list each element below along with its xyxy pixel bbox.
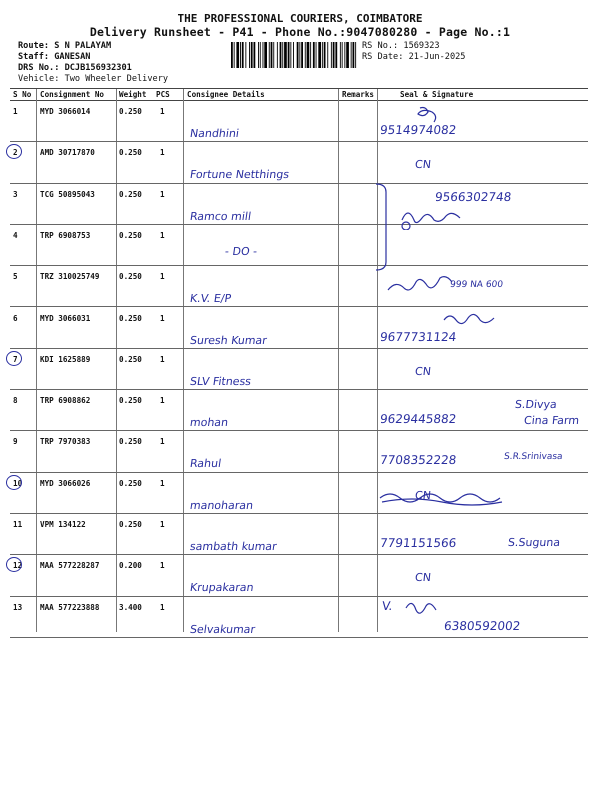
row-weight: 0.250: [119, 148, 142, 158]
table-row: [10, 390, 588, 431]
handwritten-consignee: Krupakaran: [189, 581, 255, 595]
consignment-number: TCG 50895043: [40, 189, 95, 199]
row-pcs: 1: [160, 437, 165, 447]
consignment-number: TRP 6908862: [40, 396, 91, 406]
handwritten-prefix: V.: [381, 599, 394, 613]
consignment-number: MAA 577228287: [40, 561, 100, 571]
row-sno: 7: [13, 354, 18, 364]
table-row: [10, 597, 588, 638]
consignment-number: KDI 1625889: [40, 354, 91, 364]
staff-label: Staff: GANESAN: [18, 52, 91, 62]
row-sno: 2: [13, 148, 18, 158]
col-sno: S No: [13, 90, 32, 99]
handwritten-signature: CN: [414, 488, 432, 502]
circled-serial-mark: [6, 475, 22, 490]
row-sno: 12: [13, 561, 23, 571]
consignment-number: MYD 3066031: [40, 313, 91, 323]
route-label: Route: S N PALAYAM: [18, 41, 112, 51]
consignment-number: MYD 3066026: [40, 478, 91, 488]
barcode: [231, 42, 357, 68]
table-row: [10, 225, 588, 266]
consignment-number: TRP 7970383: [40, 437, 91, 447]
row-sno: 3: [13, 189, 18, 199]
table-row: [10, 349, 588, 390]
strikethrough-scribble: [376, 476, 506, 512]
consignment-number: MAA 577223888: [40, 602, 100, 612]
row-pcs: 1: [160, 396, 165, 406]
row-weight: 3.400: [119, 602, 142, 612]
runsheet-subtitle: Delivery Runsheet - P41 - Phone No.:9047080280 - Page No.:1: [89, 25, 511, 39]
handwritten-signature: 7708352228: [379, 453, 458, 468]
row-weight: 0.200: [119, 561, 142, 571]
table-row: [10, 555, 588, 596]
row-weight: 0.250: [119, 313, 142, 323]
row-sno: 9: [13, 437, 18, 447]
table-row: [10, 308, 588, 349]
row-pcs: 1: [160, 561, 165, 571]
handwritten-org: Cina Farm: [523, 414, 580, 427]
consignment-number: TRZ 310025749: [40, 272, 100, 282]
col-pcs: PCS: [156, 90, 170, 99]
handwritten-signature: 7791151566: [379, 536, 458, 550]
col-consignee: Consignee Details: [187, 90, 265, 99]
signature-scribble: [384, 276, 454, 300]
handwritten-consignee: - DO -: [224, 244, 258, 258]
row-sno: 8: [13, 396, 18, 406]
handwritten-consignee: Ramco mill: [189, 209, 252, 223]
row-sno: 1: [13, 107, 18, 116]
signature-scribble: [380, 104, 440, 126]
consignment-number: MYD 3066014: [40, 107, 91, 116]
rs-date: RS Date: 21-Jun-2025: [362, 52, 466, 62]
handwritten-signature: 9566302748: [434, 189, 513, 204]
rs-number: RS No.: 1569323: [362, 41, 440, 51]
table-row: [10, 514, 588, 555]
handwritten-consignee: Suresh Kumar: [189, 333, 268, 347]
signature-scribble: [440, 310, 500, 330]
row-pcs: 1: [160, 189, 165, 199]
row-pcs: 1: [160, 272, 165, 282]
row-pcs: 1: [160, 107, 165, 116]
row-pcs: 1: [160, 148, 165, 158]
row-sno: 10: [13, 478, 23, 488]
consignment-number: AMD 30717870: [40, 148, 95, 158]
handwritten-consignee: mohan: [189, 416, 230, 430]
circled-serial-mark: [6, 351, 22, 366]
table-row: [10, 266, 588, 307]
row-pcs: 1: [160, 313, 165, 323]
handwritten-consignee: sambath kumar: [189, 540, 278, 553]
row-pcs: 1: [160, 230, 165, 240]
consignment-number: TRP 6908753: [40, 230, 91, 240]
row-weight: 0.250: [119, 230, 142, 240]
row-weight: 0.250: [119, 437, 142, 447]
row-weight: 0.250: [119, 272, 142, 282]
row-weight: 0.250: [119, 354, 142, 364]
handwritten-name: S.Divya: [514, 398, 558, 411]
handwritten-consignee: Fortune Netthings: [189, 168, 290, 182]
handwritten-signature: 6380592002: [443, 618, 522, 633]
row-sno: 11: [13, 520, 23, 529]
row-pcs: 1: [160, 602, 165, 612]
signature-scribble: [402, 596, 442, 616]
handwritten-consignee: K.V. E/P: [189, 292, 233, 306]
header-top-rule: [10, 88, 588, 89]
col-remarks: Remarks: [342, 90, 375, 99]
row-sno: 13: [13, 602, 23, 612]
row-weight: 0.250: [119, 396, 142, 406]
handwritten-consignee: Selvakumar: [189, 622, 256, 636]
col-seal-signature: Seal & Signature: [400, 90, 474, 99]
row-weight: 0.250: [119, 520, 142, 529]
handwritten-consignee: Nandhini: [189, 127, 240, 140]
row-sno: 4: [13, 230, 18, 240]
row-sno: 5: [13, 272, 18, 282]
handwritten-signature: CN: [414, 158, 432, 172]
col-consignment: Consignment No: [40, 90, 105, 99]
handwritten-consignee: SLV Fitness: [189, 374, 252, 388]
table-row: [10, 101, 588, 142]
company-title: THE PROFESSIONAL COURIERS, COIMBATORE: [177, 12, 423, 25]
row-weight: 0.250: [119, 189, 142, 199]
consignment-number: VPM 134122: [40, 520, 86, 529]
table-row: [10, 142, 588, 183]
handwritten-consignee: manoharan: [189, 498, 255, 512]
handwritten-signature: CN: [414, 364, 432, 378]
signature-scribble: [398, 202, 468, 230]
drs-number: DRS No.: DCJB156932301: [18, 63, 132, 73]
handwritten-signature: 9514974082: [379, 123, 458, 137]
row-pcs: 1: [160, 520, 165, 529]
handwritten-name: S.Suguna: [507, 536, 561, 549]
table-row: [10, 184, 588, 225]
handwritten-signature: 9677731124: [379, 329, 458, 344]
row-pcs: 1: [160, 354, 165, 364]
row-weight: 0.250: [119, 478, 142, 488]
col-weight: Weight: [119, 90, 147, 99]
handwritten-signature: 9629445882: [379, 412, 458, 427]
vehicle-label: Vehicle: Two Wheeler Delivery: [18, 74, 169, 84]
handwritten-signature: 999 NA 600: [449, 280, 504, 291]
bracket-mark: [370, 180, 400, 275]
row-pcs: 1: [160, 478, 165, 488]
handwritten-consignee: Rahul: [189, 457, 223, 471]
handwritten-name: S.R.Srinivasa: [503, 452, 564, 462]
row-sno: 6: [13, 313, 18, 323]
handwritten-signature: CN: [414, 571, 432, 585]
table-row: [10, 431, 588, 472]
row-weight: 0.250: [119, 107, 142, 116]
